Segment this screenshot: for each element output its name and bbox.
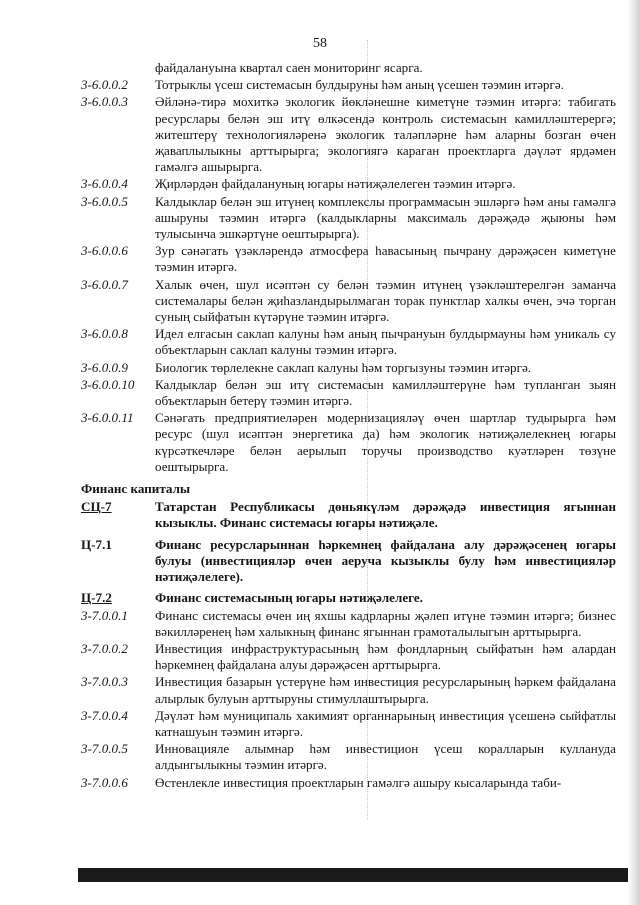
measure-entry-text: Тотрыклы үсеш системасын булдыруны һәм аның үсешен тәэмин итәргә. [155,77,564,93]
measure-entry-code: 3-7.0.0.2 [81,640,128,656]
measure-entry-code: 3-7.0.0.6 [81,774,128,790]
measure-entry-text: Әйләнә-тирә мохиткә экологик йөкләнешне киметүне тәэмин итәргә: табигать ресурслары белән эш итү өлкәсендә контроль системасын камилләштерергә; житештерү технологияләренә экологик таләпләрне һәм аларны бозган өчен җаваплылыкны арттырырга; экологиягә караган проектларга дәүләт ярдәмен гамәлгә ашырырга. [155,94,616,175]
measure-entry-code: 3-7.0.0.1 [81,607,128,623]
measure-entry-text: Финанс системасы өчен иң яхшы кадрларны җәлеп итүне тәэмин итәргә; бизнес вәкилләренең һәм халыкның финанс ягыннан грамоталылыгын арттырырга. [155,607,616,639]
measure-entry-code: 3-6.0.0.8 [81,326,128,342]
measure-entry-text: Инновацияле алымнар һәм инвестицион үсеш коралларын куллануда алдынгылыкны тәэмин итәргә. [155,741,616,773]
continued-line [81,60,616,76]
goal-header-text: Финанс ресурсларыннан һәркемнең файдалана алу дәрәҗәсенең югары булуы (инвестицияләр өчен аеруча кызыклы булу һәм инвестицияләр нәтиҗәлелеге). [155,536,616,585]
measure-entry-code: 3-6.0.0.5 [81,193,128,209]
goal-header-code: СЦ-7 [81,499,112,515]
measure-entry [81,708,616,740]
measure-entry [81,243,616,275]
goal-header-code: Ц-7.2 [81,590,112,606]
measure-entry [81,741,616,773]
measure-entry-text: Сәнәгать предприятиеләрен модернизацияләү өчен шартлар тудырырга һәм ресурс (шул исәптән энергетика да) һәм экологик нәтиҗәлелекнең югары күрсәткечләре белән аерылып торучы производство куәтләрен төзүне оештырырга. [155,410,616,474]
measure-entry [81,674,616,706]
section-title: Финанс капиталы [81,481,191,497]
measure-entry-code: 3-6.0.0.10 [81,376,135,392]
measure-entry [81,775,616,791]
measure-entry [81,277,616,326]
measure-entry-text: Биологик төрлелекне саклап калуны һәм торгызуны тәэмин итәргә. [155,359,532,375]
measure-entry-text: Дәүләт һәм муниципаль хакимият органнарының инвестиция үсешенә сыйфатлы катнашуын тәэмин итәргә. [155,707,616,739]
entries-group-6 [81,77,616,475]
measure-entry-code: 3-7.0.0.5 [81,741,128,757]
measure-entry-text: Җирләрдән файдалануның югары нәтиҗәлелеген тәэмин итәргә. [155,176,516,192]
scan-right-edge [628,0,640,905]
measure-entry-text: Инвестиция базарын үстерүне һәм инвестиция ресурсларының һәркем файдалана алырлык булуын арттыруны стимуллаштырырга. [155,674,616,706]
goal-header [81,590,616,606]
measure-entry-code: 3-6.0.0.3 [81,94,128,110]
measure-entry-code: 3-6.0.0.4 [81,176,128,192]
measure-entry-text: Инвестиция инфраструктурасының һәм фондларның сыйфатын һәм алардан һәркемнең файдалана алуы дәрәҗәсен арттырырга. [155,640,616,673]
measure-entry [81,377,616,409]
measure-entry [81,410,616,475]
measure-entry-code: 3-6.0.0.2 [81,77,128,93]
measure-entry-text: Калдыклар белән эш итүнең комплекслы программасын эшләргә һәм аны гамәлгә ашыруны тәэмин итәргә (калдыкларны максималь дәрәҗәдә җыюны һәм тулысынча эшкәртүне оештырырга). [155,193,616,242]
measure-entry-text: Халык өчен, шул исәптән су белән тәэмин итүнең үзәкләштерелгән заманча системалары белән җиһазландырылмаган торак пунктлар халкы өчен, эчә торган суның сыйфатын күтәрүне тәэмин итәргә. [155,276,616,325]
measure-entry-text: Калдыклар белән эш итү системасын камилләштерүне һәм тупланган зыян объектларын бетерү тәэмин итәргә. [155,376,616,409]
measure-entry-code: 3-6.0.0.7 [81,276,128,292]
measure-entry-code: 3-6.0.0.11 [81,410,134,426]
measure-entry-code: 3-7.0.0.3 [81,674,128,690]
entries-group-7 [81,608,616,791]
goal-header [81,499,616,531]
measure-entry-text: Зур сәнәгать үзәкләрендә атмосфера һавасының пычрану дәрәҗәсен киметүне тәэмин итәргә. [155,243,616,275]
page-content [81,60,616,792]
measure-entry [81,94,616,175]
measure-entry-code: 3-6.0.0.9 [81,359,128,375]
goal-header [81,537,616,586]
measure-entry [81,194,616,243]
page-number: 58 [313,36,327,51]
measure-entry [81,360,616,376]
goal-header-text: Татарстан Республикасы дөньякүләм дәрәҗәдә инвестиция ягыннан кызыклы. Финанс системасы югары нәтиҗәле. [155,499,616,531]
measure-entry-code: 3-6.0.0.6 [81,243,128,259]
measure-entry-text: Идел елгасын саклап калуны һәм аның пычрануын булдырмауны һәм уникаль су объектларын саклап калуны тәэмин итәргә. [155,326,616,358]
measure-entry-text: Өстенлекле инвестиция проектларын гамәлгә ашыру кысаларында таби- [155,774,562,790]
measure-entry [81,326,616,358]
measure-entry [81,176,616,192]
goal-headers [81,499,616,606]
measure-entry [81,641,616,673]
scan-bottom-bar [78,868,640,882]
goal-header-text: Финанс системасының югары нәтиҗәлелеге. [155,590,424,606]
measure-entry-code: 3-7.0.0.4 [81,707,128,723]
goal-header-code: Ц-7.1 [81,536,112,552]
measure-entry [81,608,616,640]
measure-entry [81,77,616,93]
continued-text: файдалануына квартал саен мониторинг ясарга. [155,60,423,75]
